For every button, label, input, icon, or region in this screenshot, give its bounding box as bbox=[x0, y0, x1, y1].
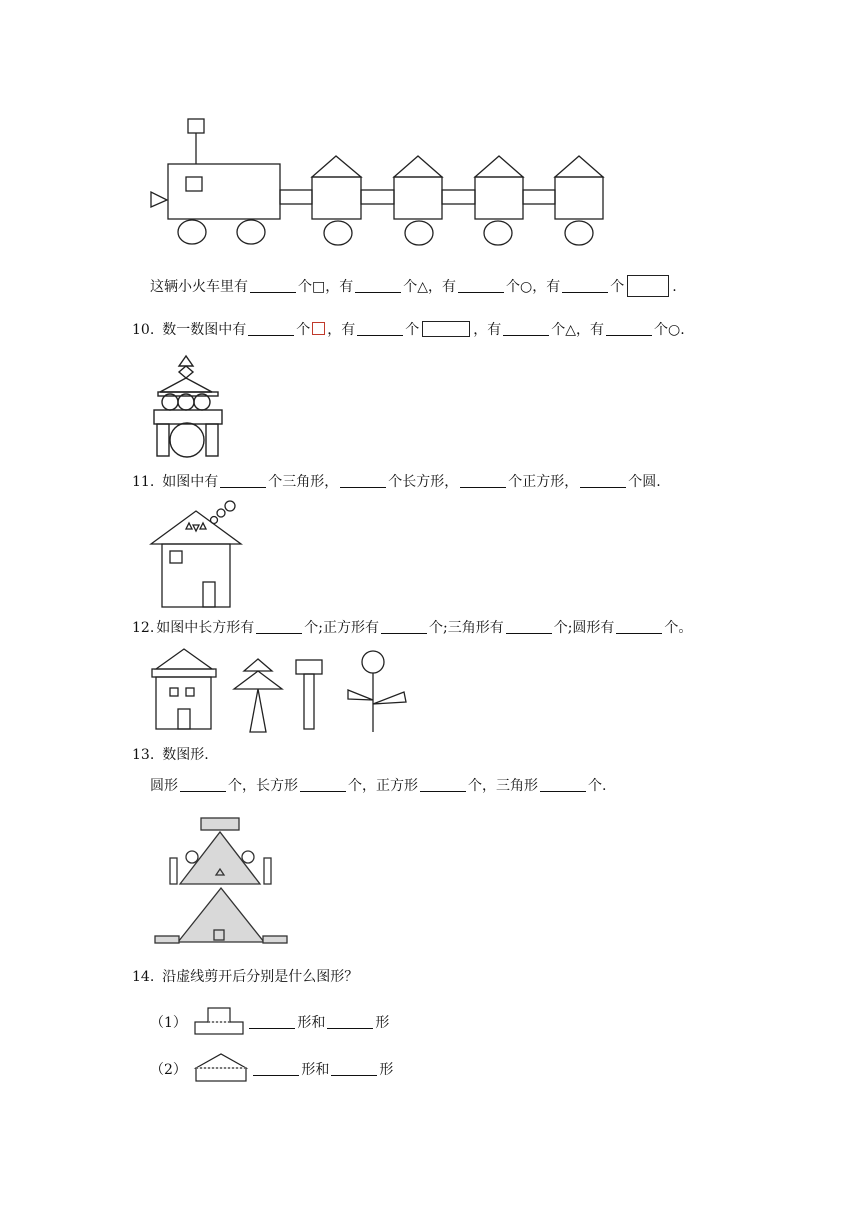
q13-line: 圆形 个，长方形 个，正方形 个，三角形 个. bbox=[150, 778, 607, 794]
cut-shape-2-figure bbox=[191, 1052, 251, 1084]
answer-blank[interactable] bbox=[300, 777, 346, 792]
block-tower-figure bbox=[150, 352, 230, 460]
q12-line: 12. 如图中长方形有 个;正方形有 个;三角形有 个;圆形有 个。 bbox=[132, 620, 693, 636]
answer-blank[interactable] bbox=[420, 777, 466, 792]
answer-blank[interactable] bbox=[248, 321, 294, 336]
answer-blank[interactable] bbox=[327, 1014, 373, 1029]
q10-line: 10. 数一数图中有 个 ，有 个 ，有 个△，有 个○. bbox=[132, 322, 685, 338]
answer-blank[interactable] bbox=[250, 278, 296, 293]
rectangle-shape-icon bbox=[627, 275, 669, 297]
robot-figure bbox=[150, 814, 292, 948]
answer-blank[interactable] bbox=[340, 473, 386, 488]
answer-blank[interactable] bbox=[253, 1061, 299, 1076]
answer-blank[interactable] bbox=[249, 1014, 295, 1029]
house-figure bbox=[148, 496, 248, 610]
chimney-square bbox=[188, 119, 204, 133]
answer-blank[interactable] bbox=[331, 1061, 377, 1076]
answer-blank[interactable] bbox=[616, 619, 662, 634]
shapes-row-figure bbox=[148, 644, 418, 736]
q9-line: 这辆小火车里有 个□，有 个△，有 个○，有 个 . bbox=[150, 275, 677, 297]
engine-window-square bbox=[186, 177, 202, 191]
answer-blank[interactable] bbox=[220, 473, 266, 488]
q14-item-1: （1） 形和 形 bbox=[150, 1006, 389, 1036]
answer-blank[interactable] bbox=[506, 619, 552, 634]
front-triangle bbox=[151, 192, 167, 207]
q13-heading: 13. 数图形. bbox=[132, 747, 209, 763]
answer-blank[interactable] bbox=[357, 321, 403, 336]
cut-shape-1-figure bbox=[191, 1006, 247, 1036]
q11-line: 11. 如图中有 个三角形， 个长方形， 个正方形， 个圆. bbox=[132, 474, 661, 490]
answer-blank[interactable] bbox=[562, 278, 608, 293]
q14-item-2: （2） 形和 形 bbox=[150, 1052, 393, 1084]
answer-blank[interactable] bbox=[503, 321, 549, 336]
answer-blank[interactable] bbox=[540, 777, 586, 792]
answer-blank[interactable] bbox=[580, 473, 626, 488]
answer-blank[interactable] bbox=[381, 619, 427, 634]
square-shape-icon bbox=[312, 322, 325, 335]
answer-blank[interactable] bbox=[458, 278, 504, 293]
answer-blank[interactable] bbox=[460, 473, 506, 488]
answer-blank[interactable] bbox=[256, 619, 302, 634]
answer-blank[interactable] bbox=[606, 321, 652, 336]
engine-rect bbox=[168, 164, 280, 219]
q14-heading: 14. 沿虚线剪开后分别是什么图形？ bbox=[132, 969, 359, 985]
rectangle-shape-icon bbox=[422, 321, 470, 337]
answer-blank[interactable] bbox=[355, 278, 401, 293]
train-figure bbox=[148, 112, 610, 252]
answer-blank[interactable] bbox=[180, 777, 226, 792]
